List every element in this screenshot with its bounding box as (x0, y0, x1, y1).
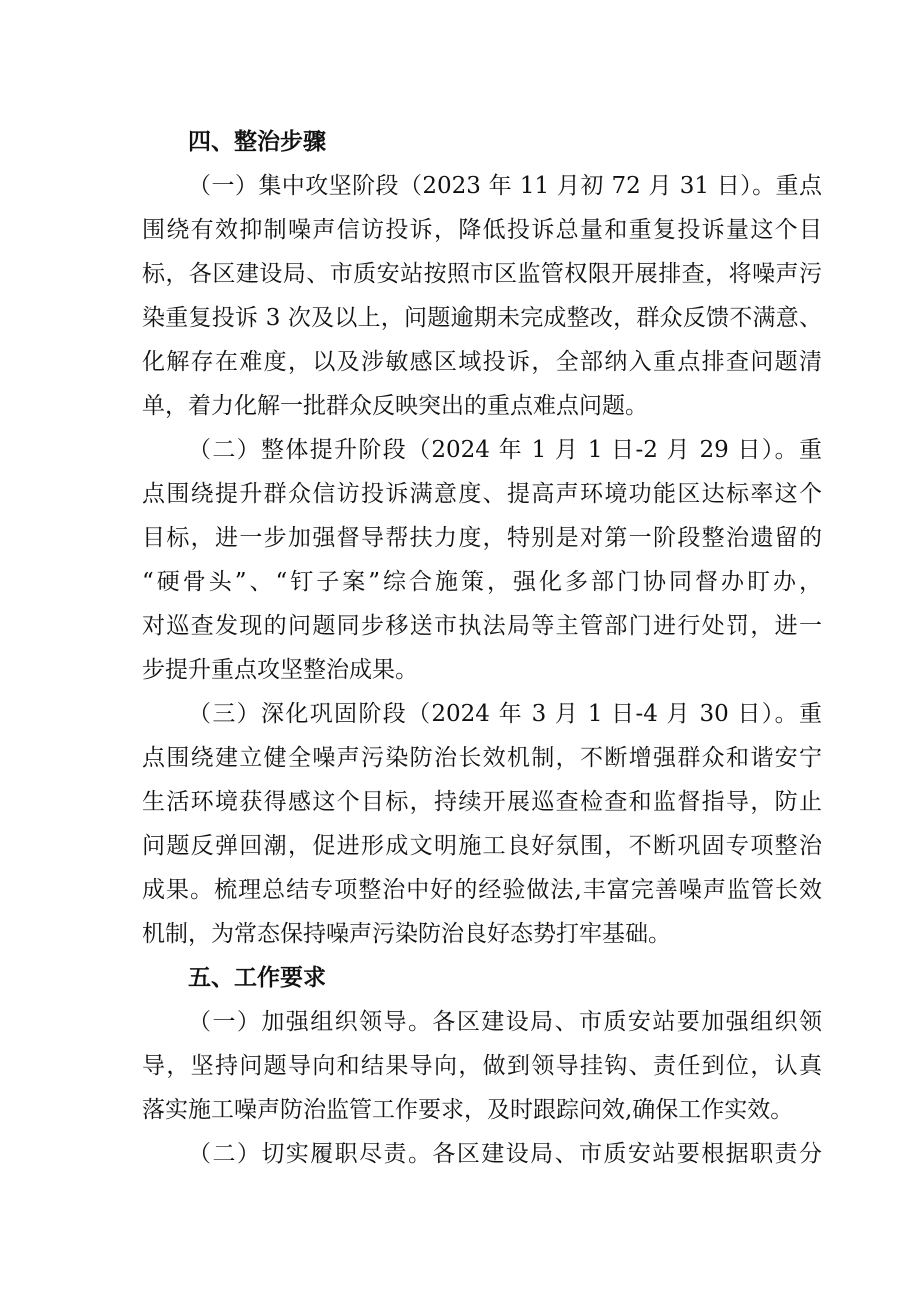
paragraph-line: 围绕有效抑制噪声信访投诉，降低投诉总量和重复投诉量这个目 (142, 217, 822, 243)
paragraph-line: 对巡查发现的问题同步移送市执法局等主管部门进行处罚，进一 (142, 613, 822, 639)
paragraph-line: 染重复投诉 3 次及以上，问题逾期未完成整改，群众反馈不满意、 (142, 305, 822, 331)
section-heading-steps: 四、整治步骤 (188, 129, 326, 155)
paragraph-line: 问题反弹回潮，促进形成文明施工良好氛围，不断巩固专项整治 (142, 833, 822, 859)
paragraph-line: （一）集中攻坚阶段（2023 年 11 月初 72 月 31 日）。重点 (188, 173, 822, 199)
paragraph-line: 落实施工噪声防治监管工作要求，及时跟踪问效,确保工作实效。 (142, 1097, 794, 1123)
paragraph-line: （二）切实履职尽责。各区建设局、市质安站要根据职责分 (188, 1141, 822, 1167)
paragraph-line: 标，各区建设局、市质安站按照市区监管权限开展排查，将噪声污 (142, 261, 822, 287)
paragraph-line: 点围绕建立健全噪声污染防治长效机制，不断增强群众和谐安宁 (142, 745, 822, 771)
paragraph-line: （二）整体提升阶段（2024 年 1 月 1 日-2 月 29 日）。重 (188, 437, 822, 463)
paragraph-line: 化解存在难度，以及涉敏感区域投诉，全部纳入重点排查问题清 (142, 349, 822, 375)
section-heading-requirements: 五、工作要求 (188, 965, 326, 991)
paragraph-line: 点围绕提升群众信访投诉满意度、提高声环境功能区达标率这个 (142, 481, 822, 507)
paragraph-line: 单，着力化解一批群众反映突出的重点难点问题。 (142, 393, 648, 419)
paragraph-line: 目标，进一步加强督导帮扶力度，特别是对第一阶段整治遗留的 (142, 525, 822, 551)
paragraph-line: （三）深化巩固阶段（2024 年 3 月 1 日-4 月 30 日）。重 (188, 701, 822, 727)
paragraph-line: 导，坚持问题导向和结果导向，做到领导挂钩、责任到位，认真 (142, 1053, 822, 1079)
paragraph-line: 成果。梳理总结专项整治中好的经验做法,丰富完善噪声监管长效 (142, 877, 822, 903)
paragraph-line: 机制，为常态保持噪声污染防治良好态势打牢基础。 (142, 921, 671, 947)
paragraph-line: 步提升重点攻坚整治成果。 (142, 657, 418, 683)
paragraph-line: 生活环境获得感这个目标，持续开展巡查检查和监督指导，防止 (142, 789, 822, 815)
paragraph-line: （一）加强组织领导。各区建设局、市质安站要加强组织领 (188, 1009, 822, 1035)
paragraph-line: “硬骨头”、“钉子案”综合施策，强化多部门协同督办盯办， (142, 569, 822, 595)
